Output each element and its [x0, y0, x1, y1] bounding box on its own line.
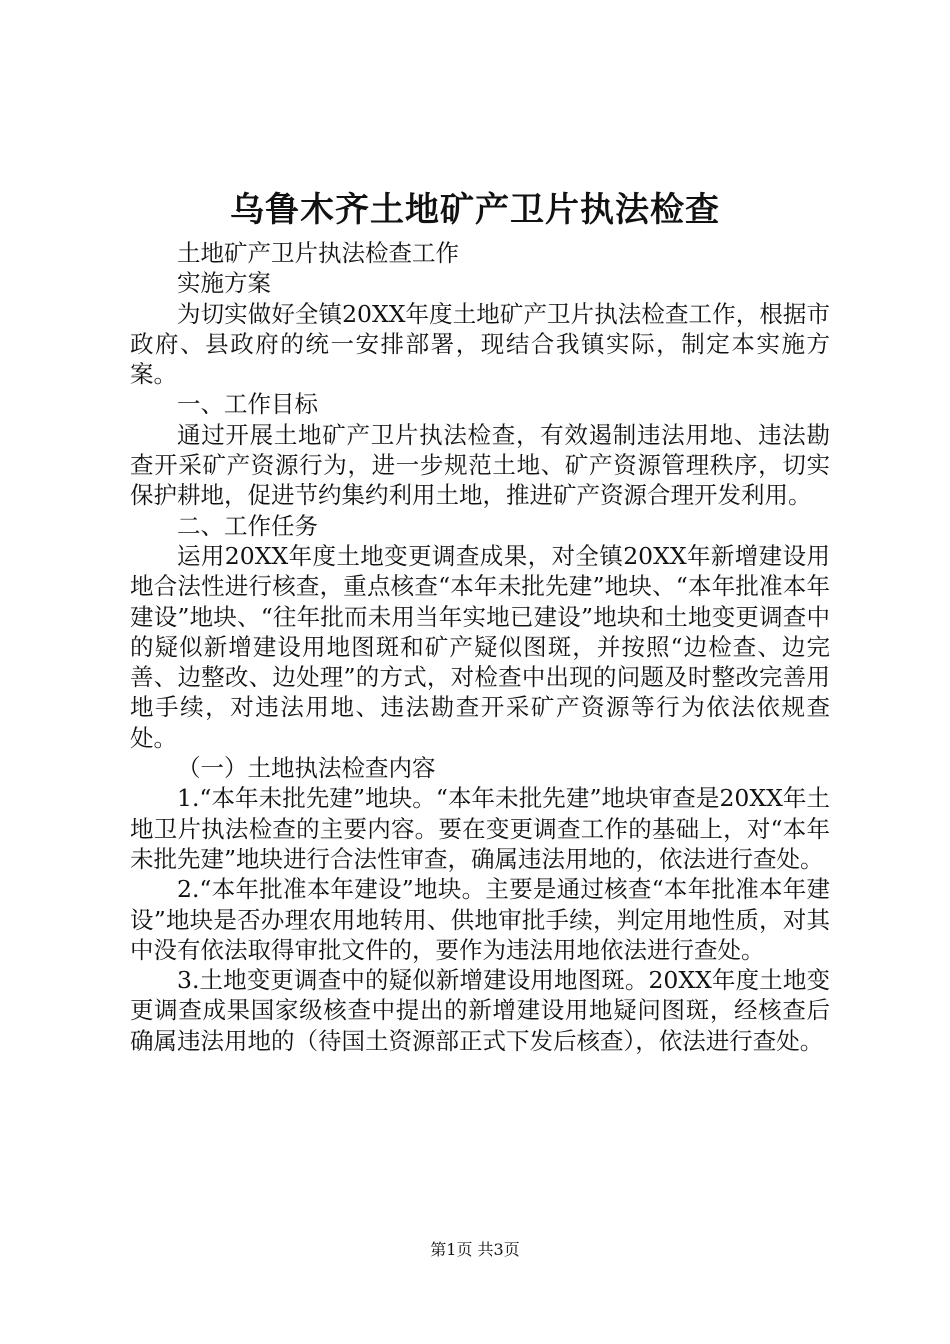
paragraph-subtitle: 土地矿产卫片执法检查工作	[177, 239, 459, 267]
section-heading-goals: 一、工作目标	[177, 390, 318, 419]
page-footer: 第1页 共3页	[430, 1240, 520, 1259]
paragraph-goals: 通过开展土地矿产卫片执法检查，有效遏制违法用地、违法勘查开采矿产资源行为，进一步规范土地、矿产资源管理秩序，切实保护耕地，促进节约集约利用土地，推进矿产资源合理开发利用。	[130, 420, 830, 510]
paragraph-tasks: 运用20XX年度土地变更调查成果，对全镇20XX年新增建设用地合法性进行核查，重点核查“本年未批先建”地块、“本年批准本年建设”地块、“往年批而未用当年实地已建设”地块和土地变更调查中的疑似新增建设用地图斑和矿产疑似图斑，并按照“边检查、边完善、边整改、边处理”的方式，对检查中出现的问题及时整改完善用地手续，对违法用地、违法勘查开采矿产资源等行为依法依规查处。	[130, 541, 830, 752]
list-item-2: 2.“本年批准本年建设”地块。主要是通过核查“本年批准本年建设”地块是否办理农用地转用、供地审批手续，判定用地性质，对其中没有依法取得审批文件的，要作为违法用地依法进行查处。	[130, 875, 830, 964]
document-title: 乌鲁木齐土地矿产卫片执法检查	[230, 190, 720, 230]
list-item-1: 1.“本年未批先建”地块。“本年未批先建”地块审查是20XX年土地卫片执法检查的主要内容。要在变更调查工作的基础上，对“本年未批先建”地块进行合法性审查，确属违法用地的，依法进行查处。	[130, 784, 830, 873]
paragraph-intro: 为切实做好全镇20XX年度土地矿产卫片执法检查工作，根据市政府、县政府的统一安排部署，现结合我镇实际，制定本实施方案。	[130, 299, 830, 389]
section-heading-tasks: 二、工作任务	[177, 511, 318, 540]
subsection-heading-land-inspection: （一）土地执法检查内容	[177, 754, 436, 783]
paragraph-plan: 实施方案	[177, 269, 271, 298]
list-item-3: 3.土地变更调查中的疑似新增建设用地图斑。20XX年度土地变更调查成果国家级核查中提出的新增建设用地疑问图斑，经核查后确属违法用地的（待国土资源部正式下发后核查），依法进行查处。	[130, 966, 830, 1055]
document-body	[130, 238, 830, 1056]
